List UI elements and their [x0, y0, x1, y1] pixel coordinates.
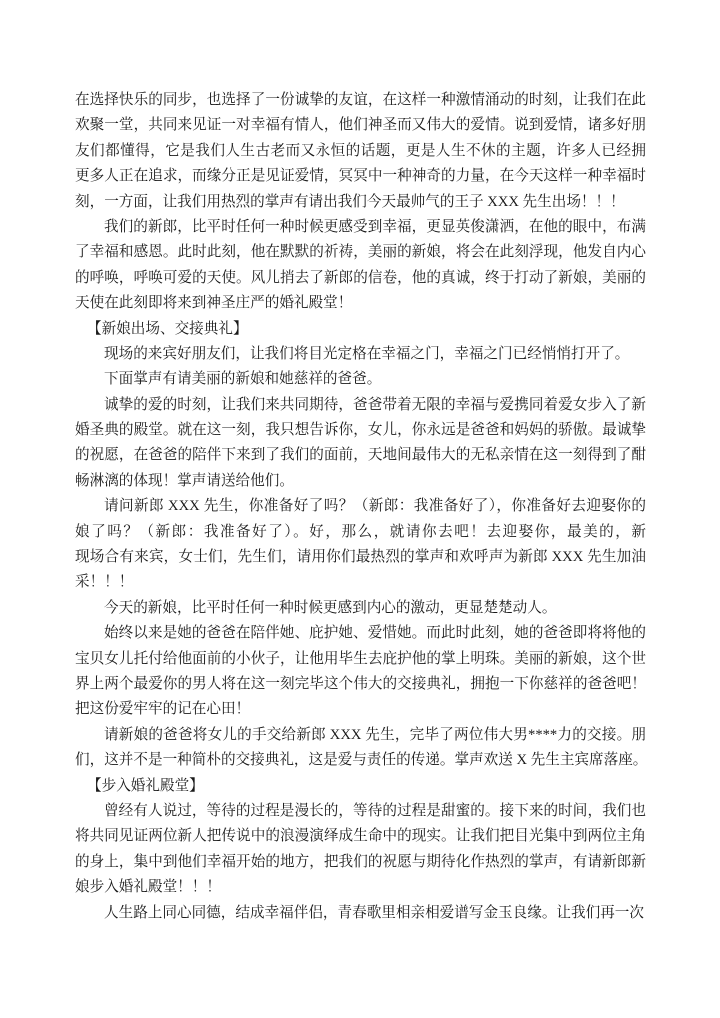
text-line: 娘了吗？（新郎：我准备好了）。好，那么，就请你去吧！去迎娶你，最美的，新	[75, 523, 646, 540]
paragraph	[75, 494, 646, 596]
text-line: 们，这并不是一种简朴的交接典礼，这是爱与责任的传递。掌声欢送 X 先生主宾席落座。	[75, 752, 648, 769]
text-line: 婚圣典的殿堂。就在这一刻，我只想告诉你，女儿，你永远是爸爸和妈妈的骄傲。最诚挚	[75, 422, 646, 439]
text-line: 宝贝女儿托付给他面前的小伙子，让他用毕生去庇护他的掌上明珠。美丽的新娘，这个世	[75, 650, 646, 667]
text-line: 了幸福和感恩。此时此刻，他在默默的祈祷，美丽的新娘，将会在此刻浮现，他发自内心	[75, 244, 646, 261]
text-line: 娘步入婚礼殿堂！！！	[75, 879, 221, 896]
section-heading	[75, 774, 646, 799]
text-line: 曾经有人说过，等待的过程是漫长的，等待的过程是甜蜜的。接下来的时间，我们也	[104, 802, 646, 819]
text-line: 更多人正在追求，而缘分正是见证爱情，冥冥中一种神奇的力量，在今天这样一种幸福时	[75, 168, 646, 185]
heading-text: 【步入婚礼殿堂】	[87, 777, 204, 794]
heading-text: 【新娘出场、交接典礼】	[87, 320, 248, 337]
text-line: 今天的新娘，比平时任何一种时候更感到内心的激动，更显楚楚动人。	[104, 599, 557, 616]
text-line: 人生路上同心同德，结成幸福伴侣，青春歌里相亲相爱谱写金玉良缘。让我们再一次	[104, 904, 644, 921]
text-line: 请新娘的爸爸将女儿的手交给新郎 XXX 先生，完毕了两位伟大男****力的交接。朋	[104, 726, 646, 743]
text-line: 采！！！	[75, 574, 134, 591]
text-line: 把这份爱牢牢的记在心田！	[75, 701, 251, 718]
document-body	[75, 88, 646, 926]
text-line: 诚挚的爱的时刻，让我们来共同期待，爸爸带着无限的幸福与爱携同着爱女步入了新	[104, 396, 646, 413]
paragraph	[75, 596, 646, 621]
text-line: 的身上，集中到他们幸福开始的地方，把我们的祝愿与期待化作热烈的掌声，有请新郎新	[75, 853, 646, 870]
text-line: 现场合有来宾，女士们，先生们，请用你们最热烈的掌声和欢呼声为新郎 XXX 先生加油	[75, 549, 646, 566]
paragraph	[75, 799, 646, 901]
paragraph	[75, 393, 646, 495]
text-line: 欢聚一堂，共同来见证一对幸福有情人，他们神圣而又伟大的爱情。说到爱情，诸多好朋	[75, 117, 646, 134]
text-line: 友们都懂得，它是我们人生古老而又永恒的话题，更是人生不休的主题，许多人已经拥	[75, 142, 646, 159]
paragraph	[75, 621, 646, 723]
text-line: 的呼唤，呼唤可爱的天使。风儿捎去了新郎的信卷，他的真诚，终于打动了新娘，美丽的	[75, 269, 646, 286]
text-line: 下面掌声有请美丽的新娘和她慈祥的爸爸。	[104, 371, 382, 388]
section-heading	[75, 317, 646, 342]
text-line: 的祝愿，在爸爸的陪伴下来到了我们的面前，天地间最伟大的无私亲情在这一刻得到了酣	[75, 447, 646, 464]
text-line: 请问新郎 XXX 先生，你准备好了吗？（新郎：我准备好了），你准备好去迎娶你的	[104, 498, 646, 515]
text-line: 始终以来是她的爸爸在陪伴她、庇护她、爱惜她。而此时此刻，她的爸爸即将将他的	[104, 625, 646, 642]
text-line: 将共同见证两位新人把传说中的浪漫演绎成生命中的现实。让我们把目光集中到两位主角	[75, 828, 646, 845]
text-line: 在选择快乐的同步，也选择了一份诚挚的友谊，在这样一种激情涌动的时刻，让我们在此	[75, 92, 646, 108]
paragraph	[75, 215, 646, 317]
paragraph	[75, 88, 646, 215]
paragraph	[75, 342, 646, 367]
paragraph	[75, 367, 646, 392]
text-line: 畅淋漓的体现！掌声请送给他们。	[75, 472, 294, 489]
paragraph	[75, 723, 646, 774]
text-line: 天使在此刻即将来到神圣庄严的婚礼殿堂！	[75, 295, 353, 312]
text-line: 我们的新郎，比平时任何一种时候更感受到幸福，更显英俊潇洒，在他的眼中，布满	[104, 218, 646, 235]
text-line: 刻，一方面，让我们用热烈的掌声有请出我们今天最帅气的王子 XXX 先生出场！！！	[75, 193, 625, 210]
text-line: 界上两个最爱你的男人将在这一刻完毕这个伟大的交接典礼，拥抱一下你慈祥的爸爸吧！	[75, 675, 646, 692]
paragraph	[75, 901, 646, 926]
text-line: 现场的来宾好朋友们，让我们将目光定格在幸福之门，幸福之门已经悄悄打开了。	[104, 345, 630, 362]
